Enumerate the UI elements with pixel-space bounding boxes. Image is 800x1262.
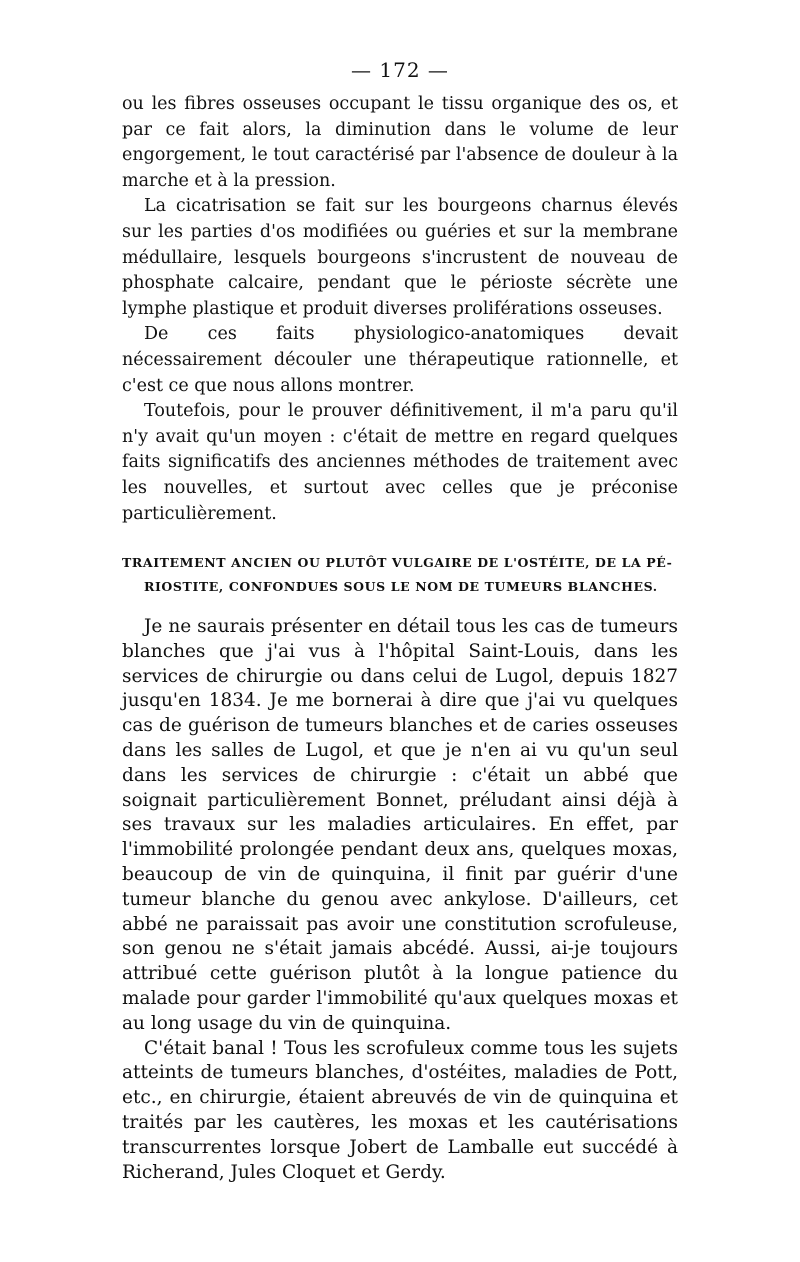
paragraph-therapeutique: De ces faits physiologico-anatomiques devait nécessairement découler une thérapeutique rationnelle, et c'est ce que nous allons montrer. [122,324,678,396]
book-page [122,56,678,1185]
paragraph-toutefois: Toutefois, pour le prouver définitivement, il m'a paru qu'il n'y avait qu'un moyen : c'était de mettre en regard quelques faits significatifs des anciennes méthodes de traitement avec les nouvelles, et surtout avec celles que je préconise particulièrement. [122,401,678,524]
page-number: — 172 — [351,58,449,82]
paragraph-continuation: ou les fibres osseuses occupant le tissu organique des os, et par ce fait alors, la diminution dans le volume de leur engorgement, le tout caractérisé par l'absence de douleur à la marche et à la pression. [122,94,678,191]
text-block-lower [122,615,678,1185]
paragraph-cicatrisation: La cicatrisation se fait sur les bourgeons charnus élevés sur les parties d'os modifiées ou guéries et sur la membrane médullaire, lesquels bourgeons s'incrustent de nouveau de phosphate calcaire, pendant que le périoste sécrète une lymphe plastique et produit diverses proliférations osseuses. [122,196,678,319]
paragraph-banal: C'était banal ! Tous les scrofuleux comme tous les sujets atteints de tumeurs blanches, d'ostéites, maladies de Pott, etc., en chirurgie, étaient abreuvés de vin de quinquina et traités par les cautères, les moxas et les cautérisations transcurrentes lorsque Jobert de Lamballe eut succédé à Richerand, Jules Cloquet et Gerdy. [122,1037,678,1183]
section-heading-line1: TRAITEMENT ANCIEN OU PLUTÔT VULGAIRE DE L'OSTÉITE, DE LA PÉ- [122,555,673,571]
paragraph-tumeurs-blanches: Je ne saurais présenter en détail tous les cas de tumeurs blanches que j'ai vus à l'hôpital Saint-Louis, dans les services de chirurgie ou dans celui de Lugol, depuis 1827 jusqu'en 1834. Je me bornerai à dire que j'ai vu quelques cas de guérison de tumeurs blanches et de caries osseuses dans les salles de Lugol, et que je n'en ai vu qu'un seul dans les services de chirurgie : c'était un abbé que soignait particulièrement Bonnet, préludant ainsi déjà à ses travaux sur les maladies articulaires. En effet, par l'immobilité prolongée pendant deux ans, quelques moxas, beaucoup de vin de quinquina, il finit par guérir d'une tumeur blanche du genou avec ankylose. D'ailleurs, cet abbé ne paraissait pas avoir une constitution scrofuleuse, son genou ne s'était jamais abcédé. Aussi, ai-je toujours attribué cette guérison plutôt à la longue patience du malade pour garder l'immobilité qu'aux quelques moxas et au long usage du vin de quinquina. [122,616,678,1034]
section-heading-line2: RIOSTITE, CONFONDUES SOUS LE NOM DE TUMEURS BLANCHES. [144,579,658,595]
text-block-upper [122,92,678,527]
section-heading [122,551,678,599]
